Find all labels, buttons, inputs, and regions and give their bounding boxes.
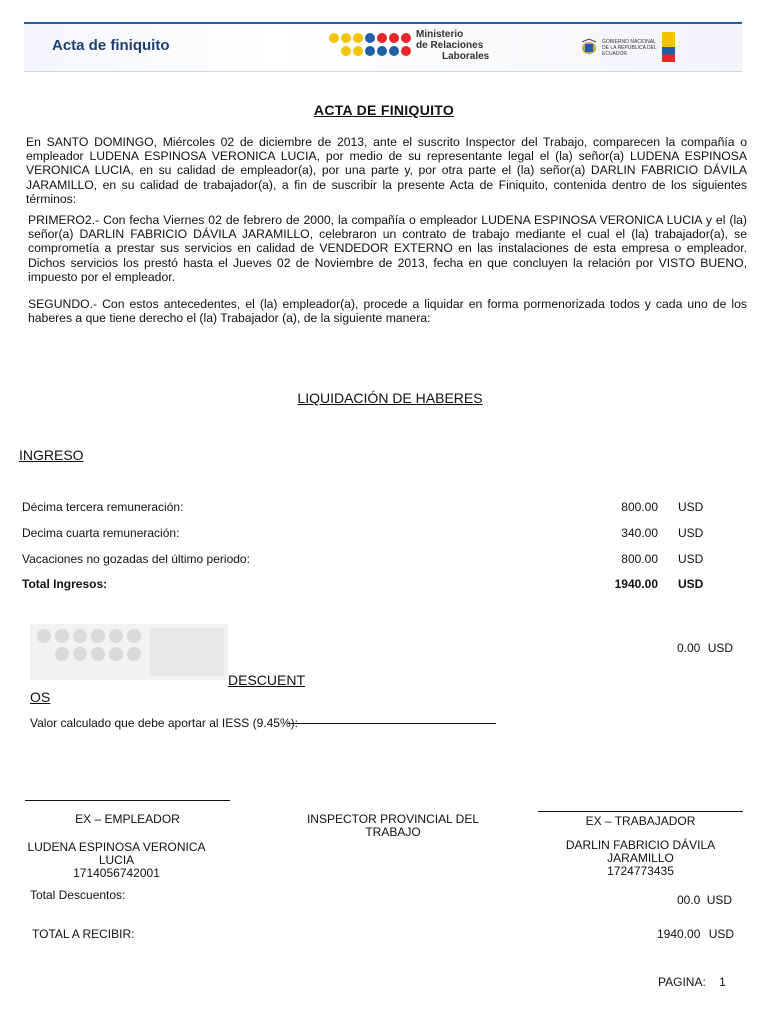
employer-id: 1714056742001	[73, 866, 160, 880]
government-text: GOBIERNO NACIONAL DE LA REPÚBLICA DEL ECUADOR	[602, 39, 657, 57]
total-recibir-currency: USD	[708, 927, 735, 941]
header-banner	[24, 22, 742, 72]
total-ingresos-amount: 1940.00	[614, 577, 658, 591]
inspector-line-2: TRABAJO	[365, 825, 421, 839]
paragraph-intro: En SANTO DOMINGO, Miércoles 02 de diciembre de 2013, ante el suscrito Inspector del Trabajo, comparecen la compañía o empleador LUDENA ESPINOSA VERONICA LUCIA, por medio de su representante legal el (la) señor(a) LUDENA ESPINOSA VERONICA LUCIA, en su calidad de empleador(a), por una parte y, por otra parte el (la) señor(a) DARLIN FABRICIO DÁVILA JARAMILLO, en su calidad de trabajador(a), a fin de suscribir la presente Acta de Finiquito, contenida dentro de los siguientes términos:	[26, 135, 747, 206]
ministry-watermark-icon	[30, 624, 228, 680]
income-row	[22, 526, 742, 542]
zero-amount: 0.00	[677, 641, 701, 655]
total-descuentos-value	[677, 893, 732, 907]
inspector-title	[285, 813, 501, 839]
total-descuentos-label: Total Descuentos:	[30, 888, 126, 902]
paragraph-segundo: SEGUNDO.- Con estos antecedentes, el (la) empleador(a), procede a liquidar en forma pormenorizada todos y cada uno de los haberes a que tiene derecho el (la) Trabajador (a), de la siguiente manera:	[28, 297, 747, 326]
iess-underline	[288, 723, 496, 724]
income-row	[22, 500, 742, 516]
total-ingresos-row	[22, 577, 742, 593]
total-descuentos-currency: USD	[706, 893, 733, 907]
income-label: Vacaciones no gozadas del último periodo:	[22, 552, 250, 566]
total-recibir-value	[657, 927, 734, 941]
income-amount: 800.00	[621, 552, 658, 566]
income-row	[22, 552, 742, 568]
worker-signature-line	[538, 811, 743, 812]
liquidacion-title: LIQUIDACIÓN DE HABERES	[297, 390, 483, 406]
income-currency: USD	[678, 526, 704, 540]
page-number: 1	[719, 975, 726, 989]
worker-name-line-1: DARLIN FABRICIO DÁVILA	[565, 838, 716, 852]
total-descuentos-amount: 00.0	[677, 893, 701, 907]
ingreso-title: INGRESO	[19, 447, 84, 463]
ministry-line-3: Laborales	[442, 51, 490, 62]
ministry-logo-dots-icon	[328, 32, 418, 64]
page-label: PAGINA:	[658, 975, 706, 989]
total-ingresos-label: Total Ingresos:	[22, 577, 108, 591]
ministry-line-1: Ministerio	[416, 29, 464, 40]
income-currency: USD	[678, 500, 704, 514]
worker-role: EX – TRABAJADOR	[585, 814, 696, 828]
total-ingresos-currency: USD	[678, 577, 704, 591]
page-indicator	[658, 975, 726, 989]
employer-signature-line	[25, 800, 230, 801]
ministry-line-2: de Relaciones	[416, 40, 484, 51]
total-recibir-label: TOTAL A RECIBIR:	[32, 927, 135, 941]
total-recibir-amount: 1940.00	[657, 927, 701, 941]
employer-role: EX – EMPLEADOR	[75, 812, 180, 826]
worker-id: 1724773435	[607, 864, 674, 878]
worker-name	[538, 839, 743, 878]
employer-name	[14, 841, 219, 880]
employer-name-line-1: LUDENA ESPINOSA VERONICA	[27, 840, 206, 854]
worker-name-line-2: JARAMILLO	[607, 851, 674, 865]
income-amount: 340.00	[621, 526, 658, 540]
ecuador-flag-icon	[662, 32, 675, 62]
descuentos-title-part-1: DESCUENT	[228, 672, 306, 688]
descuentos-title-part-2: OS	[30, 689, 51, 705]
coat-of-arms-icon	[580, 38, 598, 56]
iess-label: Valor calculado que debe aportar al IESS (9.45%):	[30, 716, 298, 730]
income-label: Decima cuarta remuneración:	[22, 526, 180, 540]
employer-name-line-2: LUCIA	[98, 853, 135, 867]
inspector-line-1: INSPECTOR PROVINCIAL DEL	[306, 812, 480, 826]
income-amount: 800.00	[621, 500, 658, 514]
document-title: ACTA DE FINIQUITO	[313, 102, 455, 118]
zero-amount-row	[677, 641, 733, 655]
banner-title: Acta de finiquito	[52, 37, 170, 54]
paragraph-primero: PRIMERO2.- Con fecha Viernes 02 de febrero de 2000, la compañía o empleador LUDENA ESPINOSA VERONICA LUCIA y el (la) señor(a) DARLIN FABRICIO DÁVILA JARAMILLO, celebraron un contrato de trabajo mediante el cual el (la) trabajador(a), se comprometía a prestar sus servicios en calidad de VENDEDOR EXTERNO en las instalaciones de esta empresa o empleador. Dichos servicios los prestó hasta el Jueves 02 de Noviembre de 2013, fecha en que concluyen la relación por VISTO BUENO, impuesto por el empleador.	[28, 213, 747, 284]
income-currency: USD	[678, 552, 704, 566]
ministry-name	[416, 29, 489, 62]
income-label: Décima tercera remuneración:	[22, 500, 184, 514]
zero-currency: USD	[707, 641, 734, 655]
